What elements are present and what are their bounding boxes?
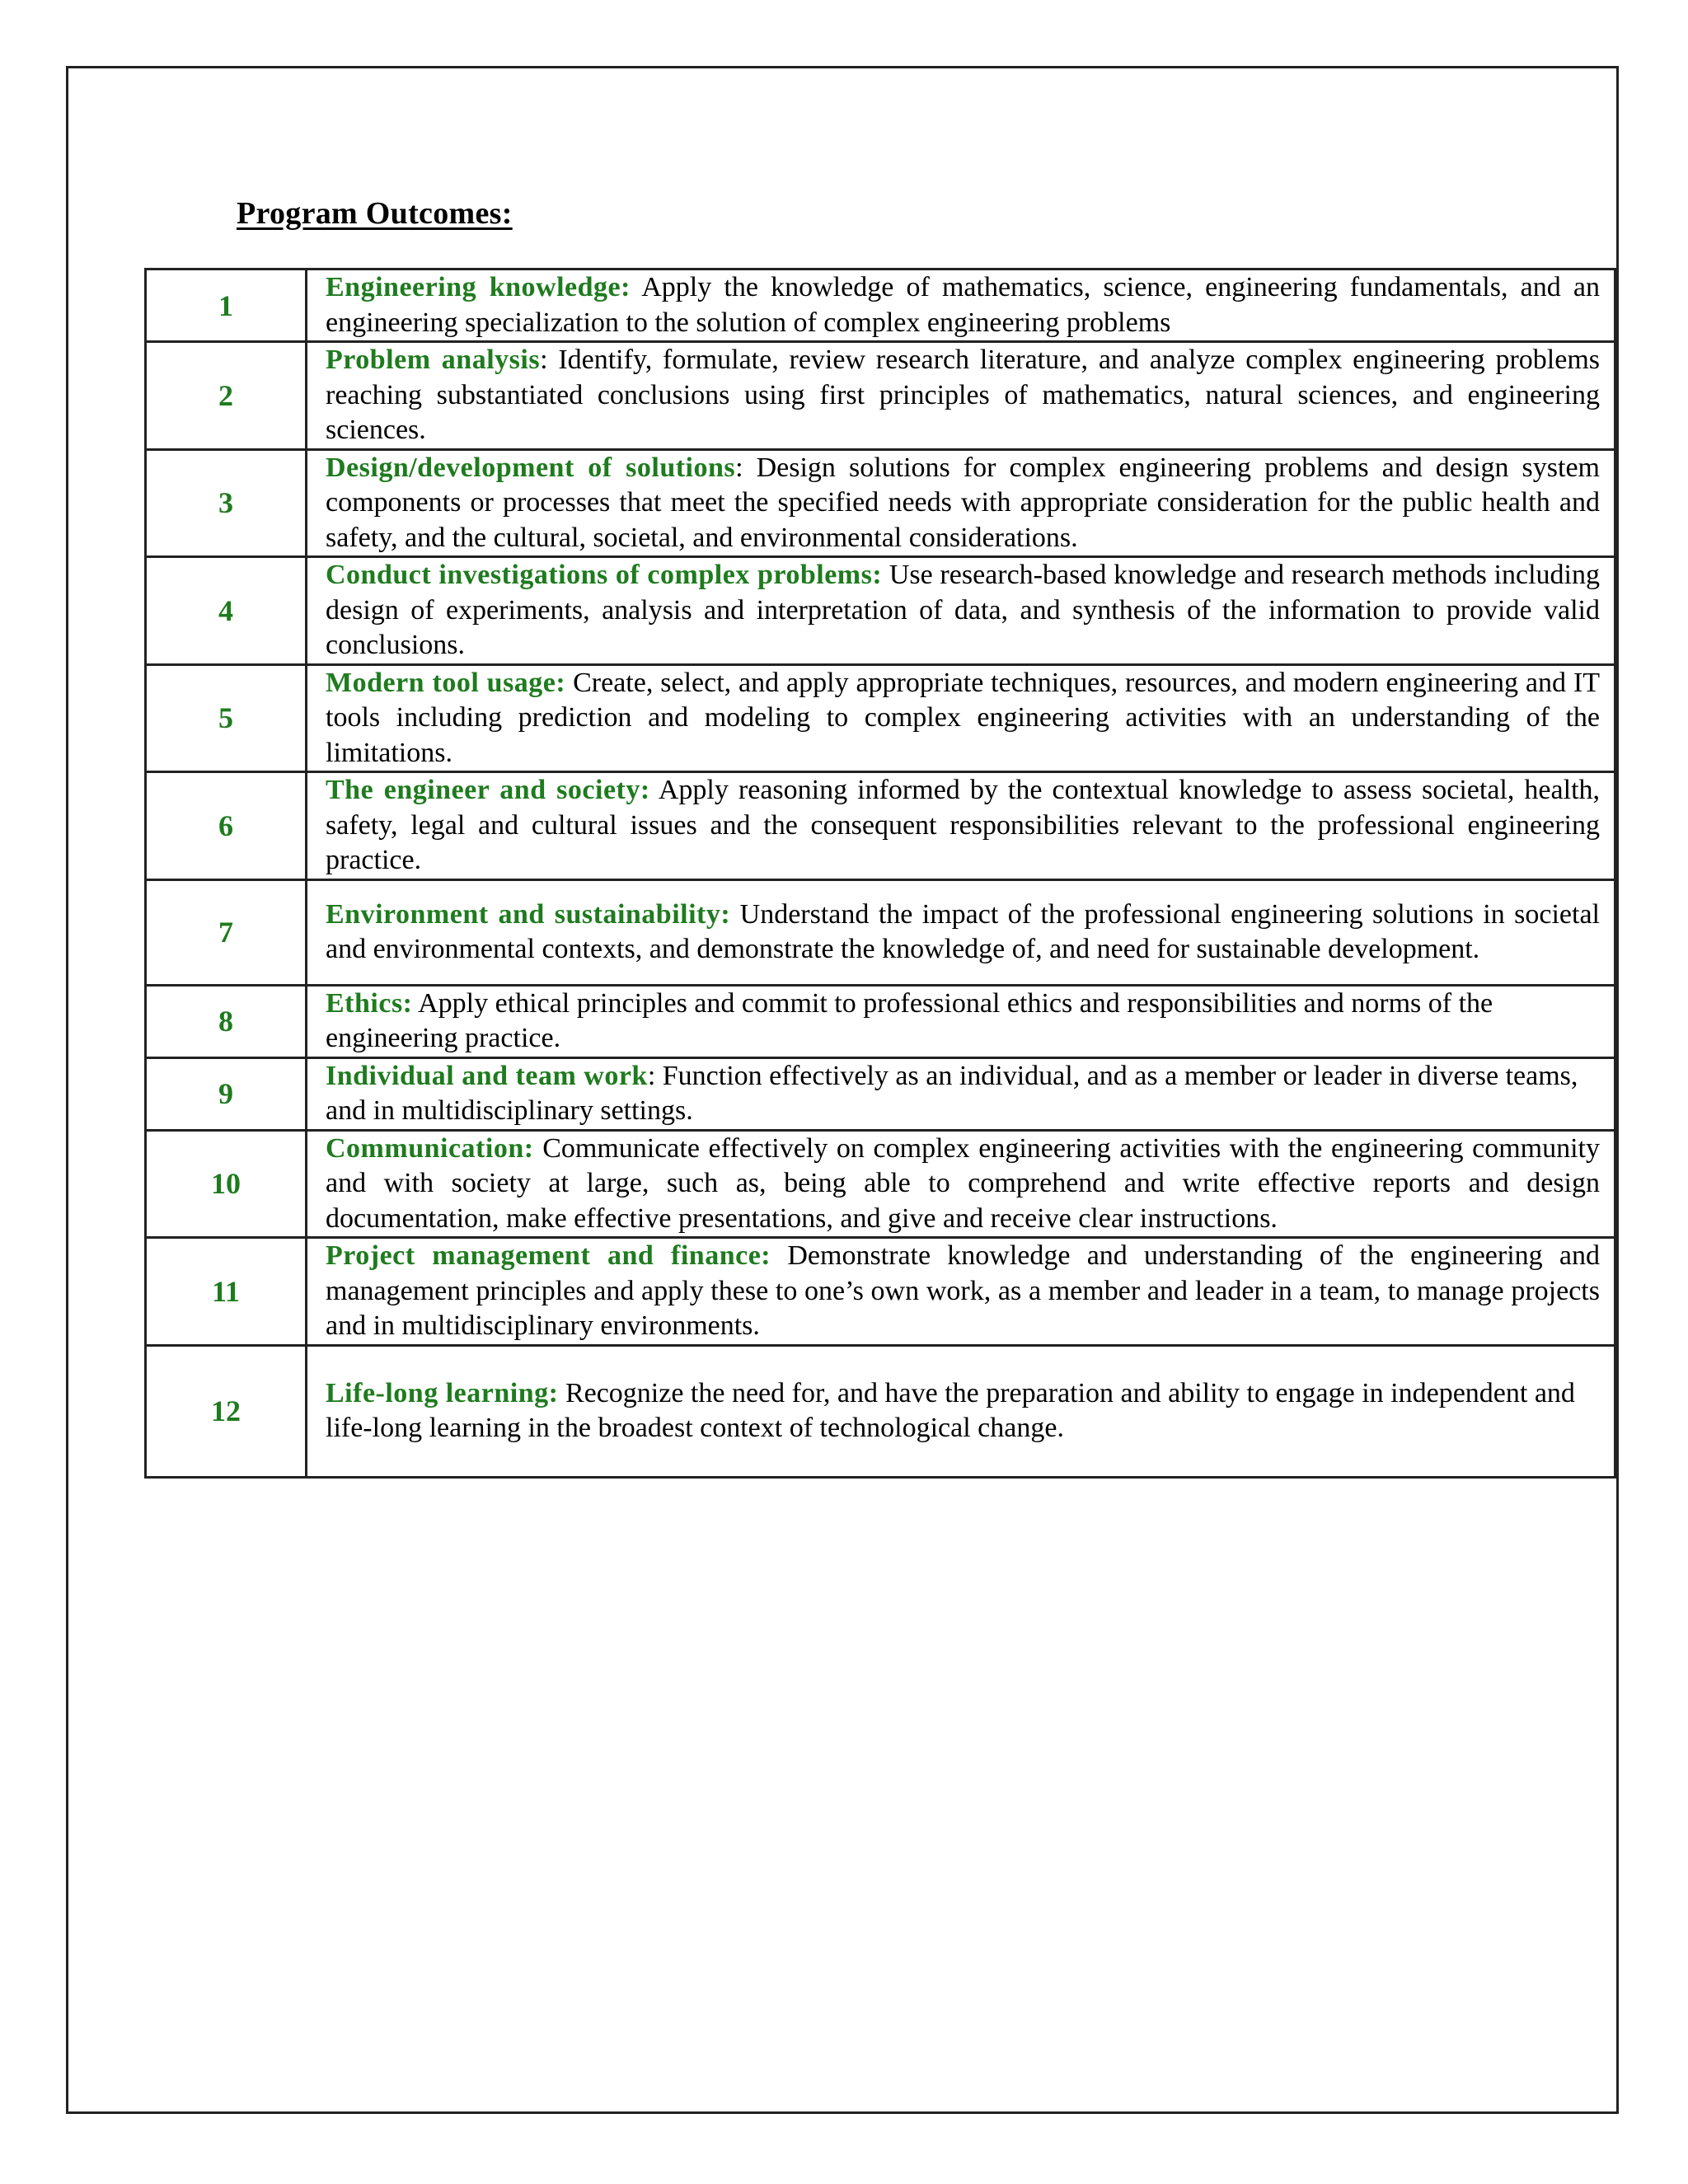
outcome-text: : Function effectively as an individual, and as a member or leader in diverse teams, and in multidisciplinary settings. — [326, 1060, 1578, 1126]
outcome-title: Ethics: — [326, 987, 413, 1019]
outcome-description — [307, 879, 1615, 985]
outcome-text: Apply the knowledge of mathematics, science, engineering fundamentals, and an engineering specialization to the solution of complex engineering problems — [326, 272, 1600, 338]
outcome-title: The engineer and society: — [326, 775, 650, 805]
outcome-row-3 — [146, 449, 1615, 557]
outcome-number: 3 — [146, 449, 307, 557]
outcome-number: 12 — [146, 1345, 307, 1477]
outcome-title: Modern tool usage: — [326, 667, 566, 698]
outcome-description — [307, 985, 1615, 1057]
outcome-text: Use research-based knowledge and research methods including design of experiments, analysis and interpretation of data, and synthesis of the information to provide valid conclusions. — [326, 560, 1600, 660]
outcome-row-1 — [146, 269, 1615, 342]
outcome-number: 6 — [146, 772, 307, 880]
outcome-row-5 — [146, 664, 1615, 772]
outcome-text: Communicate effectively on complex engineering activities with the engineering community and with society at large, such as, being able to comprehend and write effective reports and design documentation, make effective presentations, and give and receive clear instructions. — [326, 1132, 1600, 1234]
outcome-row-6 — [146, 772, 1615, 880]
program-outcomes-table — [144, 268, 1616, 1479]
outcome-number: 1 — [146, 269, 307, 342]
outcome-number: 2 — [146, 342, 307, 450]
outcome-description — [307, 1238, 1615, 1346]
outcome-text: Understand the impact of the professional engineering solutions in societal and environmental contexts, and demonstrate the knowledge of, and need for sustainable development. — [326, 898, 1600, 964]
outcome-description — [307, 342, 1615, 450]
outcome-title: Individual and team work — [326, 1060, 648, 1091]
outcome-description — [307, 772, 1615, 880]
outcome-title: Problem analysis — [326, 344, 541, 375]
outcome-row-2 — [146, 342, 1615, 450]
outcome-number: 8 — [146, 985, 307, 1057]
outcome-text: Create, select, and apply appropriate techniques, resources, and modern engineering and IT tools including prediction and modeling to complex engineering activities with an understanding of the limitations. — [326, 667, 1600, 768]
outcome-text: : Design solutions for complex engineering problems and design system components or processes that meet the specified needs with appropriate consideration for the public health and safety, and the cultural, societal, and environmental considerations. — [326, 452, 1600, 553]
outcome-number: 5 — [146, 664, 307, 772]
outcome-row-8 — [146, 985, 1615, 1057]
outcome-description — [307, 557, 1615, 665]
outcome-number: 4 — [146, 557, 307, 665]
outcome-number: 10 — [146, 1130, 307, 1238]
outcome-title: Project management and finance: — [326, 1240, 771, 1271]
outcome-title: Communication: — [326, 1132, 534, 1164]
outcome-row-9 — [146, 1057, 1615, 1130]
outcome-title: Life-long learning: — [326, 1377, 559, 1408]
outcome-description — [307, 1345, 1615, 1477]
outcome-text: Apply ethical principles and commit to professional ethics and responsibilities and norms of the engineering practice. — [326, 987, 1493, 1053]
outcome-row-12 — [146, 1345, 1615, 1477]
outcome-text: Recognize the need for, and have the preparation and ability to engage in independent and life-long learning in the broadest context of technological change. — [326, 1377, 1575, 1443]
outcome-description — [307, 664, 1615, 772]
outcome-title: Conduct investigations of complex problems: — [326, 560, 883, 590]
outcome-title: Environment and sustainability: — [326, 898, 731, 930]
outcome-row-10 — [146, 1130, 1615, 1238]
outcome-description — [307, 449, 1615, 557]
outcome-row-4 — [146, 557, 1615, 665]
outcome-description — [307, 269, 1615, 342]
outcome-description — [307, 1057, 1615, 1130]
outcome-title: Engineering knowledge: — [326, 272, 631, 302]
outcome-row-11 — [146, 1238, 1615, 1346]
outcome-description — [307, 1130, 1615, 1238]
outcome-number: 7 — [146, 879, 307, 985]
outcome-number: 11 — [146, 1238, 307, 1346]
page-title: Program Outcomes: — [237, 196, 513, 231]
outcome-title: Design/development of solutions — [326, 452, 736, 483]
outcome-text: : Identify, formulate, review research literature, and analyze complex engineering problems reaching substantiated conclusions using first principles of mathematics, natural sciences, and engineering sciences. — [326, 344, 1600, 445]
outcome-number: 9 — [146, 1057, 307, 1130]
outcome-text: Apply reasoning informed by the contextual knowledge to assess societal, health, safety, legal and cultural issues and the consequent responsibilities relevant to the professional engineering practice. — [326, 775, 1601, 875]
outcome-row-7 — [146, 879, 1615, 985]
outcome-text: Demonstrate knowledge and understanding of the engineering and management principles and apply these to one’s own work, as a member and leader in a team, to manage projects and in multidisciplinary environments. — [326, 1240, 1600, 1341]
